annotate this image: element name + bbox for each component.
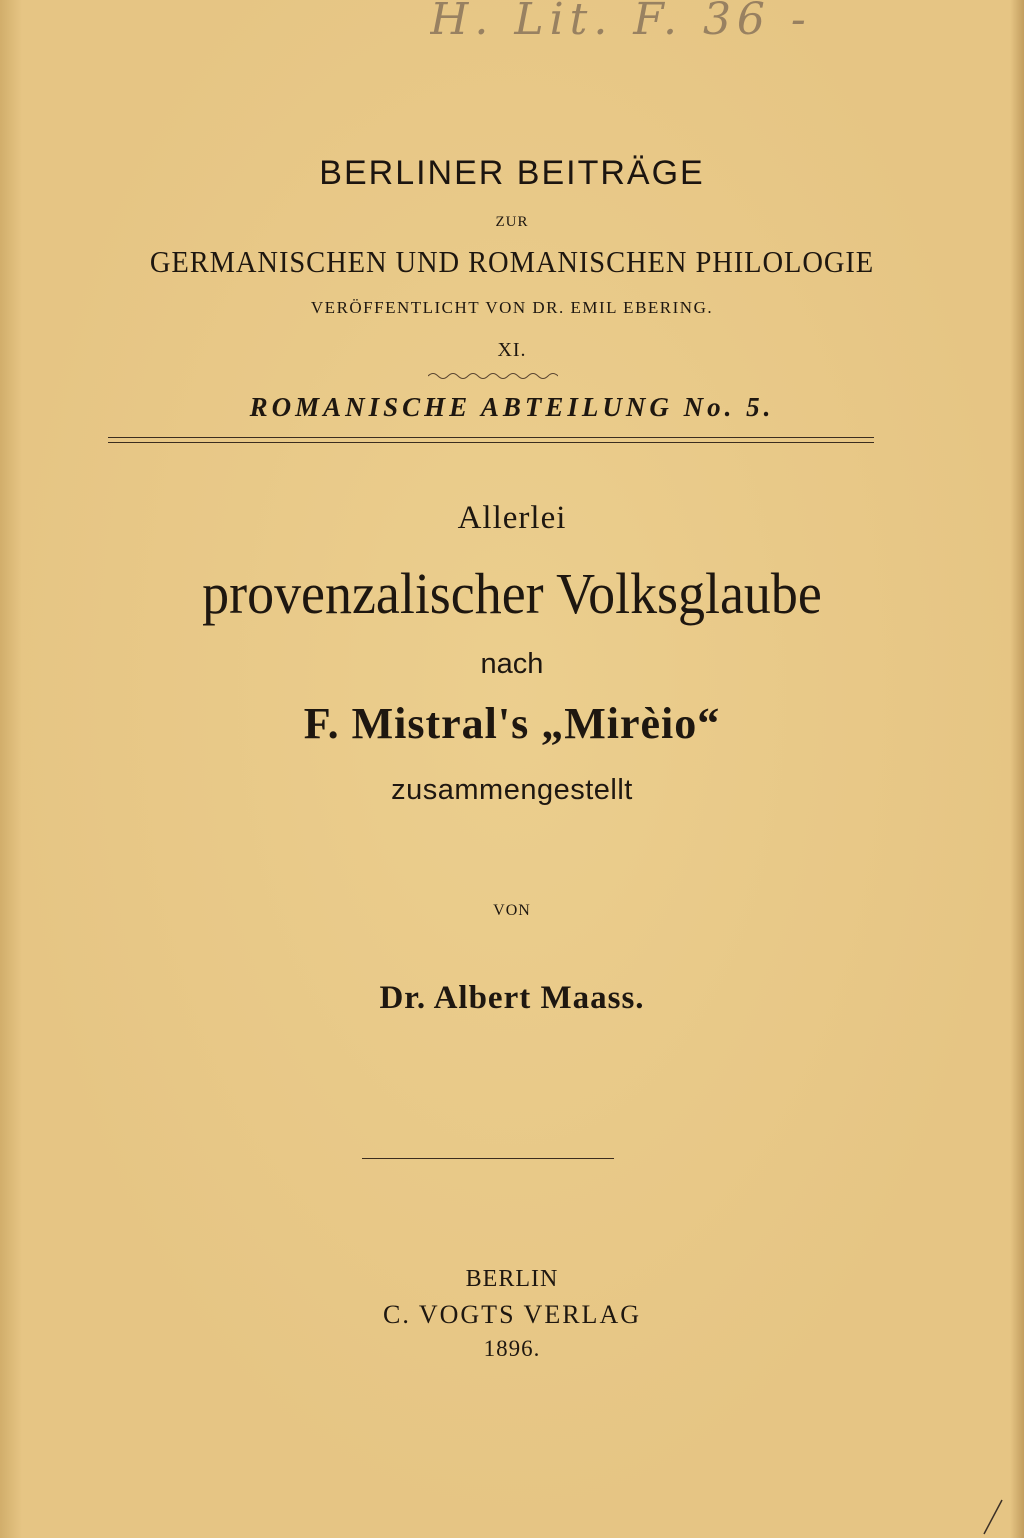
double-rule-divider <box>108 437 874 443</box>
series-title: BERLINER BEITRÄGE <box>319 154 705 192</box>
series-volume: XI. <box>497 339 527 361</box>
main-title: provenzalischer Volksglaube <box>202 561 822 626</box>
author-name: Dr. Albert Maass. <box>379 980 645 1016</box>
wavy-ornament <box>428 370 558 382</box>
single-rule-divider <box>362 1158 614 1159</box>
series-connector: ZUR <box>495 214 529 230</box>
series-subject: GERMANISCHEN UND ROMANISCHEN PHILOLOGIE <box>149 244 875 279</box>
author-connector: VON <box>493 902 531 919</box>
series-publisher-line: VERÖFFENTLICHT VON DR. EMIL EBERING. <box>310 298 714 317</box>
title-prefix: Allerlei <box>457 500 567 536</box>
imprint-publisher: C. VOGTS VERLAG <box>382 1300 641 1329</box>
pencil-mark <box>980 1496 1010 1536</box>
source-work: F. Mistral's „Mirèio“ <box>303 699 721 748</box>
imprint-year: 1896. <box>483 1336 541 1361</box>
handwritten-shelf-mark: H. Lit. F. 36 - <box>430 0 812 45</box>
imprint-city: BERLIN <box>465 1266 559 1292</box>
title-connector: nach <box>480 648 544 680</box>
compiled-note: zusammengestellt <box>391 774 633 806</box>
series-division: ROMANISCHE ABTEILUNG No. 5. <box>249 392 775 422</box>
